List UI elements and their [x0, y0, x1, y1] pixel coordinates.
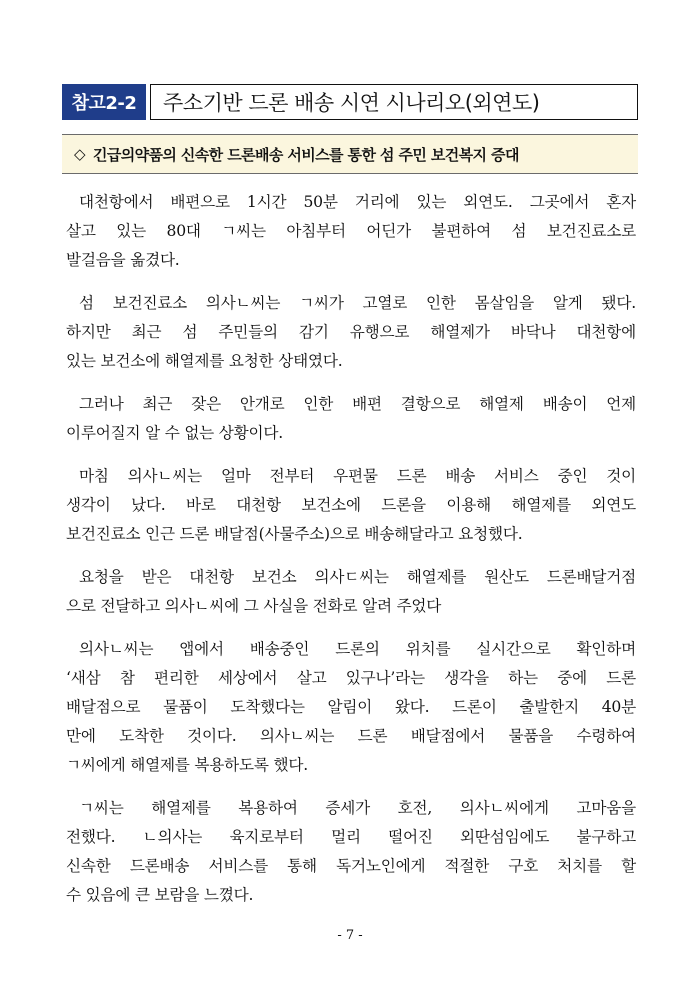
body-paragraph [66, 563, 636, 621]
paragraph-line: ㄱ씨에게 해열제를 복용하도록 했다. [66, 756, 308, 774]
body-paragraph [66, 635, 636, 780]
paragraph-line: 전했다. ㄴ의사는 육지로부터 멀리 떨어진 외딴섬임에도 불구하고 [66, 828, 636, 846]
reference-label-box: 참고2-2 [62, 84, 146, 120]
paragraph-line: 이루어질지 알 수 없는 상황이다. [66, 424, 284, 442]
diamond-bullet-icon: ◇ [74, 145, 85, 163]
paragraph-line: 발걸음을 옮겼다. [66, 251, 180, 269]
paragraph-line: 보건진료소 인근 드론 배달점(사물주소)으로 배송해달라고 요청했다. [66, 525, 523, 543]
section-header [62, 84, 540, 120]
paragraph-line: 섬 보건진료소 의사ㄴ씨는 ㄱ씨가 고열로 인한 몸살임을 알게 됐다. [79, 294, 636, 312]
paragraph-line: 있는 보건소에 해열제를 요청한 상태였다. [66, 352, 343, 370]
scenario-body [66, 188, 636, 924]
paragraph-line: 수 있음에 큰 보람을 느꼈다. [66, 886, 254, 904]
paragraph-line: 살고 있는 80대 ㄱ씨는 아침부터 어딘가 불편하여 섬 보건진료소로 [66, 222, 636, 240]
paragraph-line: 요청을 받은 대천항 보건소 의사ㄷ씨는 해열제를 원산도 드론배달거점 [79, 568, 636, 586]
paragraph-line: 마침 의사ㄴ씨는 얼마 전부터 우편물 드론 배송 서비스 중인 것이 [79, 467, 636, 485]
paragraph-line: 배달점으로 물품이 도착했다는 알림이 왔다. 드론이 출발한지 40분 [66, 698, 636, 716]
paragraph-line: 으로 전달하고 의사ㄴ씨에 그 사실을 전화로 알려 주었다 [66, 597, 442, 615]
paragraph-line: 신속한 드론배송 서비스를 통해 독거노인에게 적절한 구호 처치를 할 [66, 857, 636, 875]
page-number: - 7 - [337, 928, 363, 943]
paragraph-line: ㄱ씨는 해열제를 복용하여 증세가 호전, 의사ㄴ씨에게 고마움을 [79, 799, 636, 817]
paragraph-line: 대천항에서 배편으로 1시간 50분 거리에 있는 외연도. 그곳에서 혼자 [79, 193, 636, 211]
paragraph-line: 만에 도착한 것이다. 의사ㄴ씨는 드론 배달점에서 물품을 수령하여 [66, 727, 636, 745]
paragraph-line: ‘새삼 참 편리한 세상에서 살고 있구나’라는 생각을 하는 중에 드론 [66, 669, 636, 687]
summary-banner [62, 134, 638, 174]
body-paragraph [66, 289, 636, 376]
paragraph-line: 생각이 났다. 바로 대천항 보건소에 드론을 이용해 해열제를 외연도 [66, 496, 636, 514]
body-paragraph [66, 390, 636, 448]
body-paragraph [66, 794, 636, 910]
paragraph-line: 하지만 최근 섬 주민들의 감기 유행으로 해열제가 바닥나 대천항에 [66, 323, 636, 341]
paragraph-line: 그러나 최근 잦은 안개로 인한 배편 결항으로 해열제 배송이 언제 [79, 395, 636, 413]
paragraph-line: 의사ㄴ씨는 앱에서 배송중인 드론의 위치를 실시간으로 확인하며 [79, 640, 636, 658]
body-paragraph [66, 188, 636, 275]
section-title: 주소기반 드론 배송 시연 시나리오(외연도) [150, 84, 638, 120]
summary-text: 긴급의약품의 신속한 드론배송 서비스를 통한 섬 주민 보건복지 증대 [92, 145, 519, 164]
body-paragraph [66, 462, 636, 549]
